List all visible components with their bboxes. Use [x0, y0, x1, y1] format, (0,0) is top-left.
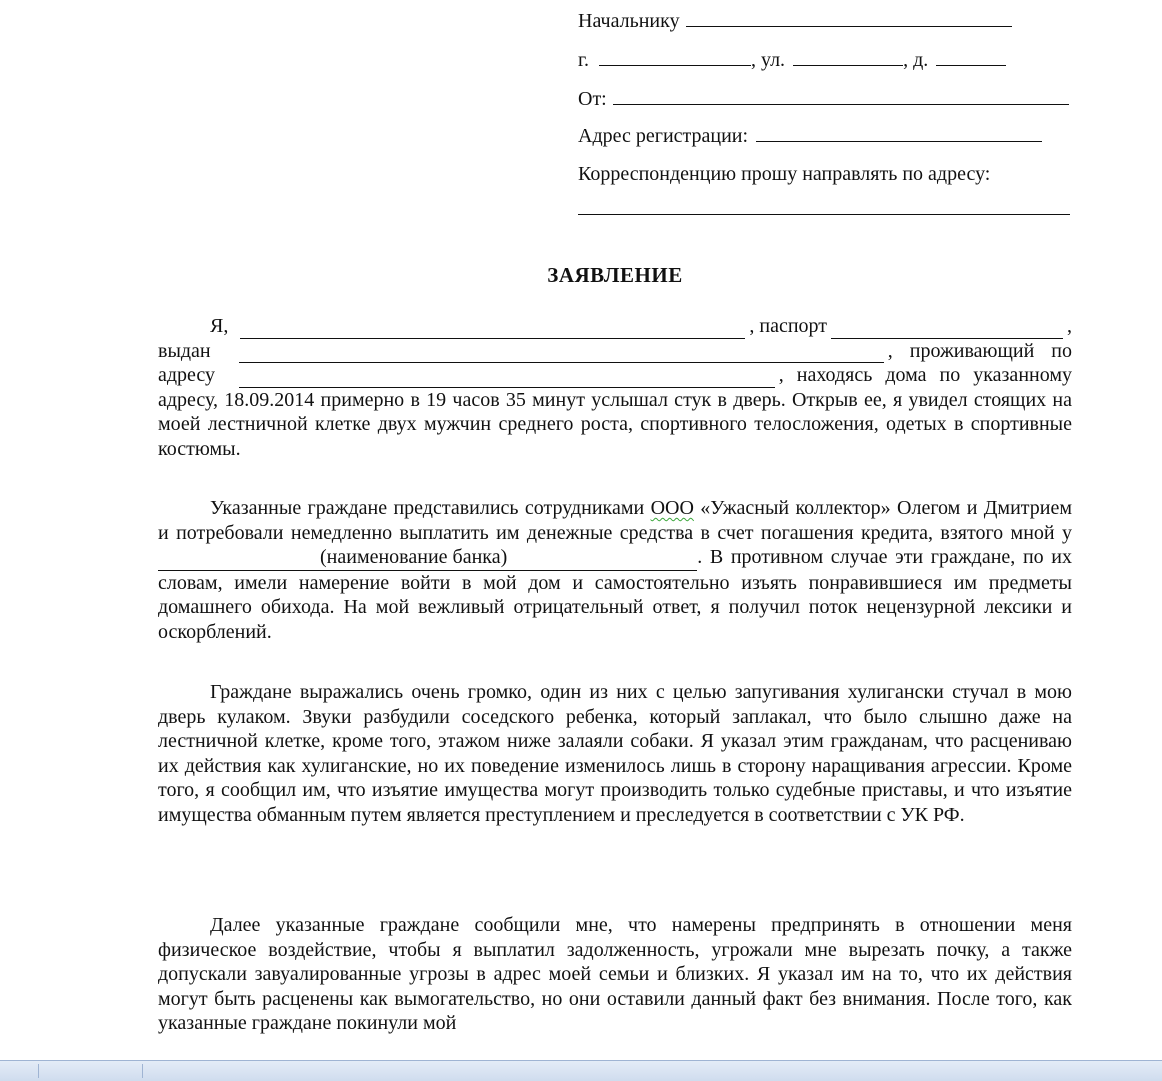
paragraph-2	[158, 496, 1072, 645]
p1-comma: ,	[1067, 315, 1072, 337]
p1-being-home: , находясь дома по указанному	[778, 364, 1072, 387]
header-line-address	[578, 47, 1006, 72]
street-blank[interactable]	[793, 47, 903, 66]
from-label: От:	[578, 88, 607, 110]
p2-part1: Указанные граждане представились сотрудниками	[210, 497, 651, 519]
house-label: , д.	[903, 49, 929, 71]
paragraph-1	[158, 314, 1072, 462]
correspondence-blank[interactable]	[578, 196, 1070, 215]
street-label: , ул.	[750, 49, 786, 71]
from-blank[interactable]	[613, 86, 1069, 105]
p1-line-3	[158, 363, 1072, 388]
city-blank[interactable]	[599, 47, 751, 66]
p1-line-2	[158, 339, 1072, 364]
registration-blank[interactable]	[756, 123, 1042, 142]
city-label: г.	[578, 49, 589, 71]
paragraph-3: Граждане выражались очень громко, один из них с целью запугивания хулигански стучал в мою дверь кулаком. Звуки разбудили соседского ребенка, который заплакал, что было слышно даже на лестничной клетке, кроме того, этажом ниже залаяли собаки. Я указал этим гражданам, что расцениваю их действия как хулиганские, но их поведение изменилось лишь в сторону наращивания агрессии. Кроме того, я сообщил им, что изъятие имущества могут производить только судебные приставы, и что изъятие имущества обманным путем является преступлением и преследуется в соответствии с УК РФ.	[158, 681, 1072, 826]
ooo-spellcheck-word: ООО	[650, 497, 694, 519]
paragraph-4: Далее указанные граждане сообщили мне, что намерены предпринять в отношении меня физическое воздействие, чтобы я выплатил задолженность, угрожали мне вырезать почку, а также допускали завуалированные угрозы в адрес моей семьи и близких. Я указал им на то, что их действия могут быть расценены как вымогательство, но они оставили данный факт без внимания. После того, как указанные граждане покинули мой	[158, 914, 1072, 1035]
p1-residing: , проживающий по	[887, 339, 1072, 362]
header-line-chief	[578, 8, 1012, 33]
p2-part2: «Ужасный коллектор» Олегом и Дмитрием и потребовали немедленно выплатить им денежные средства в счет погашения кредита, взятого мной у	[158, 497, 1073, 544]
header-line-from	[578, 86, 1069, 111]
bank-blank[interactable]	[158, 545, 697, 571]
correspondence-label: Корреспонденцию прошу направлять по адресу:	[578, 163, 991, 185]
p1-issued: выдан	[158, 339, 211, 362]
chief-blank[interactable]	[686, 8, 1012, 27]
issued-blank[interactable]	[239, 344, 884, 363]
status-bar	[0, 1060, 1162, 1081]
bank-placeholder: (наименование банка)	[320, 546, 508, 569]
passport-blank[interactable]	[831, 320, 1063, 339]
p1-rest: адресу, 18.09.2014 примерно в 19 часов 35 минут услышал стук в дверь. Открыв ее, я увидел стоящих на моей лестничной клетке двух мужчин среднего роста, спортивного телосложения, одетых в спортивные костюмы.	[158, 388, 1072, 460]
house-blank[interactable]	[936, 47, 1006, 66]
header-line-correspondence	[578, 162, 990, 186]
p1-address-word: адресу	[158, 364, 216, 387]
address-blank[interactable]	[239, 369, 775, 388]
chief-label: Начальнику	[578, 10, 680, 32]
header-line-correspondence-blank	[578, 196, 1070, 221]
status-separator	[142, 1064, 143, 1078]
registration-label: Адрес регистрации:	[578, 125, 749, 147]
header-line-registration	[578, 123, 1042, 148]
p1-passport: , паспорт	[749, 315, 827, 337]
p1-line-1	[158, 314, 1072, 339]
p1-start: Я,	[210, 315, 229, 337]
name-blank[interactable]	[240, 320, 745, 339]
document-title: ЗАЯВЛЕНИЕ	[547, 263, 683, 287]
status-separator	[38, 1064, 39, 1078]
p2-part3: . В противном случае эти граждане, по их словам, имели намерение войти в мой дом и самостоятельно изъять понравившиеся им предметы домашнего обихода. На мой вежливый отрицательный ответ, я получил поток нецензурной лексики и оскорблений.	[158, 546, 1072, 643]
